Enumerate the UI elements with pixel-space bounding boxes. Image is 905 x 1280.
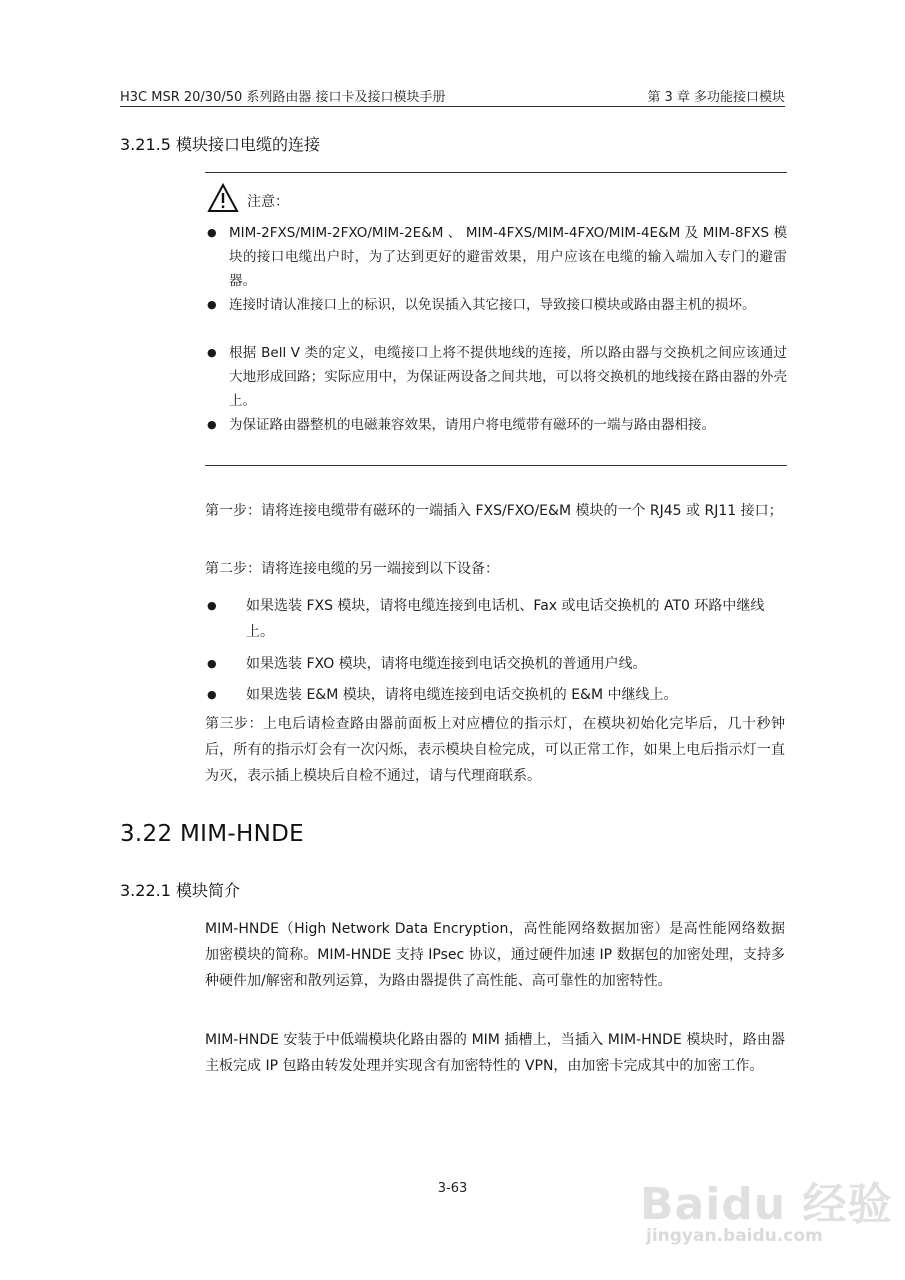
page-number: 3-63 — [437, 1181, 468, 1196]
bullet-icon: ● — [207, 599, 217, 612]
caution-item: ● MIM-2FXS/MIM-2FXO/MIM-2E&M 、 MIM-4FXS/MIM-4FXO/MIM-4E&M 及 MIM-8FXS 模块的接口电缆出户时，为了达到更好的避雷效果，用户应该在电缆的输入端加入专门的避雷器。 — [205, 221, 787, 293]
section-heading-3-22-1: 3.22.1 模块简介 — [120, 881, 240, 900]
caution-box — [205, 172, 787, 466]
bullet-icon: ● — [207, 226, 217, 239]
bullet-icon: ● — [207, 418, 217, 431]
step-3: 第三步：上电后请检查路由器前面板上对应槽位的指示灯，在模块初始化完毕后，几十秒钟后，所有的指示灯会有一次闪烁，表示模块自检完成，可以正常工作，如果上电后指示灯一直为灭，表示插上模块后自检不通过，请与代理商联系。 — [205, 716, 785, 784]
section-heading-3-22: 3.22 MIM-HNDE — [120, 821, 304, 847]
header-manual-title: H3C MSR 20/30/50 系列路由器 接口卡及接口模块手册 — [120, 90, 446, 105]
watermark-url: jingyan.baidu.com — [646, 1226, 823, 1246]
step-1: 第一步：请将连接电缆带有磁环的一端插入 FXS/FXO/E&M 模块的一个 RJ45 或 RJ11 接口； — [205, 503, 783, 519]
watermark-logo: Baidu 经验 — [640, 1179, 893, 1230]
caution-item: ● 连接时请认准接口上的标识，以免误插入其它接口，导致接口模块或路由器主机的损坏。 — [205, 293, 787, 317]
warning-triangle-icon — [207, 183, 239, 213]
step-2-item: ● 如果选装 E&M 模块，请将电缆连接到电话交换机的 E&M 中继线上。 — [205, 682, 785, 708]
intro-paragraph-2: MIM-HNDE 安装于中低端模块化路由器的 MIM 插槽上，当插入 MIM-HNDE 模块时，路由器主板完成 IP 包路由转发处理并实现含有加密特性的 VPN，由加密卡完成其中的加密工作。 — [205, 1032, 785, 1074]
caution-item: ● 根据 Bell V 类的定义，电缆接口上将不提供地线的连接，所以路由器与交换机之间应该通过大地形成回路；实际应用中，为保证两设备之间共地，可以将交换机的地线接在路由器的外壳上。 — [205, 341, 787, 413]
step-2-item: ● 如果选装 FXO 模块，请将电缆连接到电话交换机的普通用户线。 — [205, 651, 785, 677]
bullet-icon: ● — [207, 657, 217, 670]
caution-item: ● 为保证路由器整机的电磁兼容效果，请用户将电缆带有磁环的一端与路由器相接。 — [205, 413, 787, 437]
section-heading-3-21-5: 3.21.5 模块接口电缆的连接 — [120, 135, 320, 154]
intro-paragraph-1: MIM-HNDE（High Network Data Encryption，高性能网络数据加密）是高性能网络数据加密模块的简称。MIM-HNDE 支持 IPsec 协议，通过硬件加速 IP 数据包的加密处理，支持多种硬件加/解密和散列运算，为路由器提供了高性能、高可靠性的加密特性。 — [205, 921, 785, 989]
watermark — [640, 1168, 893, 1263]
page-header — [120, 86, 785, 107]
bullet-icon: ● — [207, 688, 217, 701]
step-2-item: ● 如果选装 FXS 模块，请将电缆连接到电话机、Fax 或电话交换机的 AT0 环路中继线上。 — [205, 593, 785, 645]
caution-label: 注意： — [247, 194, 289, 210]
bullet-icon: ● — [207, 298, 217, 311]
header-chapter-title: 第 3 章 多功能接口模块 — [647, 90, 785, 105]
bullet-icon: ● — [207, 346, 217, 359]
step-2: 第二步：请将连接电缆的另一端接到以下设备： — [205, 561, 499, 577]
